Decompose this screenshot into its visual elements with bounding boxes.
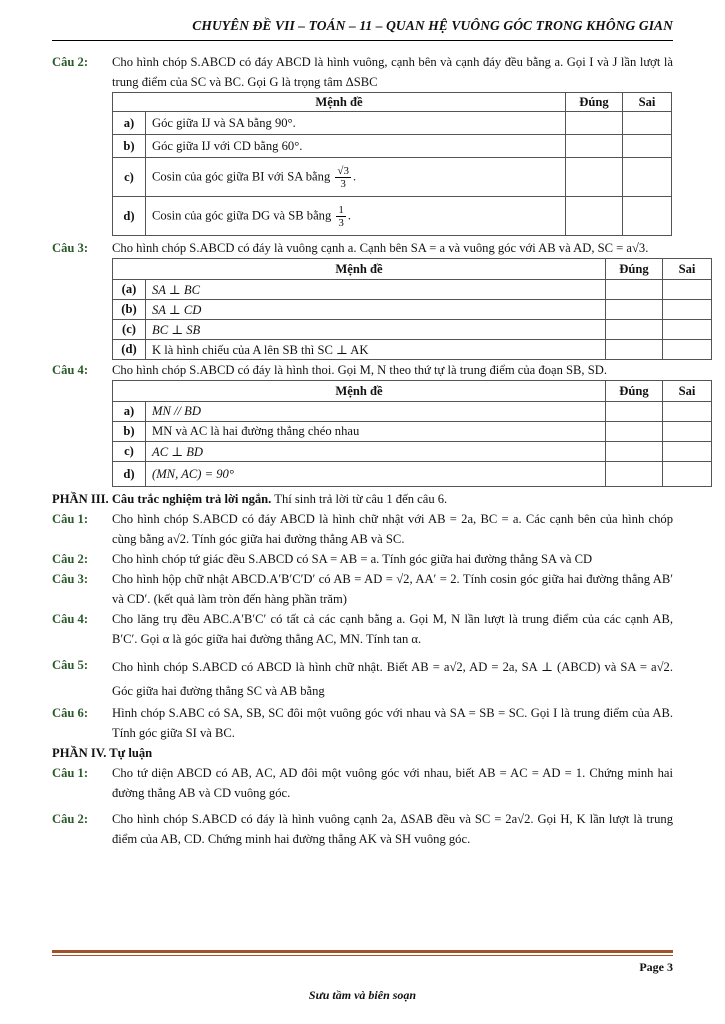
col-true: Đúng — [606, 259, 663, 280]
row-label: b) — [113, 422, 146, 442]
question-text: Cho hình chóp S.ABCD có đáy là hình vuông cạnh 2a, ΔSAB đều và SC = 2a√2. Gọi H, K lần lượt là trung điểm của AB, CD. Chứng minh hai đường thẳng AK và SH vuông góc. — [112, 812, 673, 846]
table-row — [113, 422, 712, 442]
row-statement — [146, 158, 566, 197]
running-header: CHUYÊN ĐỀ VII – TOÁN – 11 – QUAN HỆ VUÔNG GÓC TRONG KHÔNG GIAN — [192, 18, 673, 33]
page-content — [52, 52, 696, 849]
statement-tail: . — [347, 207, 352, 222]
table-row — [113, 340, 712, 360]
list-item — [52, 809, 673, 849]
truefalse-table-q2 — [112, 92, 672, 236]
table-row — [113, 197, 672, 236]
answer-false-cell[interactable] — [663, 442, 712, 462]
row-label: (c) — [113, 320, 146, 340]
list-item — [52, 549, 673, 569]
row-label: c) — [113, 158, 146, 197]
row-label: a) — [113, 112, 146, 135]
page-number: Page 3 — [639, 960, 673, 974]
question-label: Câu 1: — [52, 512, 89, 526]
col-false: Sai — [663, 259, 712, 280]
answer-false-cell[interactable] — [663, 320, 712, 340]
question-label: Câu 2: — [52, 55, 89, 69]
fraction — [335, 165, 351, 190]
question-label: Câu 1: — [52, 766, 89, 780]
question-label: Câu 6: — [52, 706, 89, 720]
question-text: Cho hình chóp tứ giác đều S.ABCD có SA = AB = a. Tính góc giữa hai đường thẳng SA và CD — [112, 552, 593, 566]
answer-true-cell[interactable] — [606, 462, 663, 487]
list-item — [52, 763, 673, 803]
question-label: Câu 5: — [52, 658, 89, 672]
statement-tail: . — [352, 168, 357, 183]
answer-false-cell[interactable] — [663, 340, 712, 360]
question-label: Câu 4: — [52, 612, 89, 626]
question-text: Cho hình chóp S.ABCD có đáy là vuông cạnh a. Cạnh bên SA = a và vuông góc với AB và AD, SC = a√3. — [112, 241, 649, 255]
answer-true-cell[interactable] — [606, 442, 663, 462]
section-title-part3 — [52, 489, 673, 509]
col-false: Sai — [623, 93, 672, 112]
footer-rule-thin — [52, 955, 673, 956]
row-statement: MN và AC là hai đường thẳng chéo nhau — [146, 422, 606, 442]
statement-text: Cosin của góc giữa DG và SB bằng — [152, 207, 332, 222]
col-true: Đúng — [566, 93, 623, 112]
table-row — [113, 462, 712, 487]
answer-false-cell[interactable] — [663, 402, 712, 422]
truefalse-table-q3 — [112, 258, 712, 360]
fraction-denominator: 3 — [338, 216, 344, 229]
col-statement: Mệnh đề — [113, 381, 606, 402]
col-statement: Mệnh đề — [113, 259, 606, 280]
question-label: Câu 3: — [52, 572, 89, 586]
answer-false-cell[interactable] — [663, 300, 712, 320]
col-statement: Mệnh đề — [113, 93, 566, 112]
answer-false-cell[interactable] — [623, 135, 672, 158]
answer-true-cell[interactable] — [606, 422, 663, 442]
table-row — [113, 442, 712, 462]
question-2 — [52, 52, 673, 92]
col-false: Sai — [663, 381, 712, 402]
list-item — [52, 609, 673, 649]
question-text: Cho hình chóp S.ABCD có đáy ABCD là hình chữ nhật với AB = 2a, BC = a. Các cạnh bên của hình chóp cùng bằng a√2. Tính góc giữa hai đường thẳng AB và SC. — [112, 512, 673, 546]
row-label: (a) — [113, 280, 146, 300]
answer-false-cell[interactable] — [623, 197, 672, 236]
question-text: Cho hình chóp S.ABCD có đáy là hình thoi. Gọi M, N theo thứ tự là trung điểm của đoạn SB, SD. — [112, 363, 607, 377]
fraction-numerator: 1 — [338, 203, 344, 216]
answer-false-cell[interactable] — [663, 280, 712, 300]
row-label: (d) — [113, 340, 146, 360]
table-row — [113, 280, 712, 300]
answer-true-cell[interactable] — [566, 158, 623, 197]
row-label: a) — [113, 402, 146, 422]
col-true: Đúng — [606, 381, 663, 402]
table-row — [113, 402, 712, 422]
row-statement: SA ⊥ CD — [146, 300, 606, 320]
row-statement: (MN, AC) = 90° — [146, 462, 606, 487]
row-statement: K là hình chiếu của A lên SB thì SC ⊥ AK — [146, 340, 606, 360]
list-item — [52, 569, 673, 609]
footer-rule — [52, 950, 673, 953]
row-statement: MN // BD — [146, 402, 606, 422]
answer-false-cell[interactable] — [623, 112, 672, 135]
question-text: Cho tứ diện ABCD có AB, AC, AD đôi một vuông góc với nhau, biết AB = AC = AD = 1. Chứng minh hai đường thẳng AB và CD vuông góc. — [112, 766, 673, 800]
answer-true-cell[interactable] — [606, 320, 663, 340]
row-statement: Góc giữa IJ và SA bằng 90°. — [146, 112, 566, 135]
question-label: Câu 3: — [52, 241, 89, 255]
question-3 — [52, 238, 673, 258]
section-instruction: Thí sinh trả lời từ câu 1 đến câu 6. — [271, 492, 448, 506]
table-row — [113, 112, 672, 135]
table-row — [113, 300, 712, 320]
row-label: d) — [113, 462, 146, 487]
fraction — [336, 204, 346, 229]
table-row — [113, 158, 672, 197]
answer-true-cell[interactable] — [566, 197, 623, 236]
answer-false-cell[interactable] — [663, 422, 712, 442]
answer-true-cell[interactable] — [606, 300, 663, 320]
answer-false-cell[interactable] — [623, 158, 672, 197]
list-item — [52, 655, 673, 703]
row-statement: SA ⊥ BC — [146, 280, 606, 300]
question-text: Cho hình hộp chữ nhật ABCD.A′B′C′D′ có AB = AD = √2, AA′ = 2. Tính cosin góc giữa hai đường thẳng AB′ và CD′. (kết quả làm tròn đến hàng phần trăm) — [112, 572, 673, 606]
statement-text: Cosin của góc giữa BI với SA bằng — [152, 168, 331, 183]
question-4 — [52, 360, 673, 380]
list-item — [52, 703, 673, 743]
row-statement: BC ⊥ SB — [146, 320, 606, 340]
question-text: Cho hình chóp S.ABCD có ABCD là hình chữ nhật. Biết AB = a√2, AD = 2a, SA ⊥ (ABCD) và SA = a√2. Góc giữa hai đường thẳng SC và AB bằng — [112, 660, 673, 698]
row-statement — [146, 197, 566, 236]
table-row — [113, 320, 712, 340]
header-rule — [52, 40, 673, 41]
section-heading: PHẦN III. Câu trắc nghiệm trả lời ngắn. — [52, 492, 272, 506]
fraction-numerator: √3 — [337, 164, 349, 177]
answer-true-cell[interactable] — [606, 340, 663, 360]
answer-false-cell[interactable] — [663, 462, 712, 487]
answer-true-cell[interactable] — [606, 402, 663, 422]
row-statement: AC ⊥ BD — [146, 442, 606, 462]
truefalse-table-q4 — [112, 380, 712, 487]
table-row — [113, 135, 672, 158]
row-label: (b) — [113, 300, 146, 320]
footer-note: Sưu tầm và biên soạn — [308, 988, 417, 1002]
row-label: d) — [113, 197, 146, 236]
answer-true-cell[interactable] — [566, 135, 623, 158]
row-label: c) — [113, 442, 146, 462]
section-title-part4: PHẦN IV. Tự luận — [52, 746, 153, 760]
answer-true-cell[interactable] — [606, 280, 663, 300]
row-label: b) — [113, 135, 146, 158]
fraction-denominator: 3 — [340, 177, 346, 190]
question-text: Cho lăng trụ đều ABC.A′B′C′ có tất cả các cạnh bằng a. Gọi M, N lần lượt là trung điểm của các cạnh AB, B′C′. Gọi α là góc giữa hai đường thẳng AC, MN. Tính tan α. — [112, 612, 673, 646]
list-item — [52, 509, 673, 549]
question-label: Câu 2: — [52, 552, 89, 566]
question-text: Hình chóp S.ABC có SA, SB, SC đôi một vuông góc với nhau và SA = SB = SC. Gọi I là trung điểm của AB. Tính góc giữa SI và BC. — [112, 706, 673, 740]
question-label: Câu 4: — [52, 363, 89, 377]
question-text: Cho hình chóp S.ABCD có đáy ABCD là hình vuông, cạnh bên và cạnh đáy đều bằng a. Gọi I và J lần lượt là trung điểm của SC và BC. Gọi G là trọng tâm ΔSBC — [112, 55, 673, 89]
question-label: Câu 2: — [52, 812, 89, 826]
answer-true-cell[interactable] — [566, 112, 623, 135]
row-statement: Góc giữa IJ với CD bằng 60°. — [146, 135, 566, 158]
